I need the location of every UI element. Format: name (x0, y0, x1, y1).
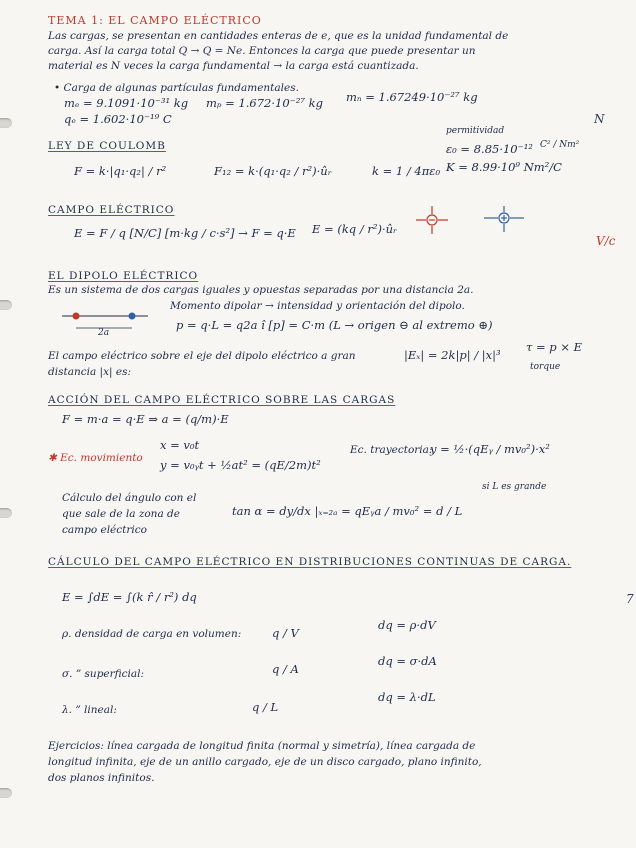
angle-line-2: que sale de la zona de (62, 508, 180, 520)
positive-pole (129, 313, 136, 320)
permittivity-label: permitividad (446, 126, 505, 136)
motion-label: ✱ Ec. movimiento (48, 452, 143, 464)
action-heading: ACCIÓN DEL CAMPO ELÉCTRICO SOBRE LAS CARGAS (48, 394, 396, 406)
angle-line-3: campo eléctrico (62, 524, 147, 536)
motion-y: y = v₀ᵧt + ½at² = (qE/2m)t² (160, 458, 321, 472)
dipole-distance-label: 2a (98, 328, 110, 338)
point-charge-field: E = (kq / r²)·ûᵣ (312, 222, 397, 236)
binder-hole (0, 508, 12, 518)
binder-hole (0, 300, 12, 310)
intro-line-1: Las cargas, se presentan en cantidades enteras de e, que es la unidad fundamental de (48, 30, 509, 42)
electron-charge: qₑ = 1.602·10⁻¹⁹ C (64, 112, 172, 126)
exercises-line-2: longitud infinita, eje de un anillo cargado, eje de un disco cargado, plano infinito, (48, 756, 482, 768)
binder-hole (0, 788, 12, 798)
dipole-axis-field: |Eₓ| = 2k|p| / |x|³ (404, 348, 501, 362)
torque-label: torque (530, 362, 561, 372)
linear-density: q / L (252, 700, 279, 714)
margin-mark-n: N (594, 112, 605, 126)
motion-x: x = v₀t (160, 438, 200, 452)
coulomb-heading: LEY DE COULOMB (48, 140, 166, 152)
margin-mark-vc: V/c (596, 234, 616, 248)
dipole-axis-line-2: distancia |x| es: (48, 366, 132, 378)
large-l-note: si L es grande (482, 482, 547, 492)
volume-dq: dq = ρ·dV (378, 618, 436, 632)
epsilon-zero: ε₀ = 8.85·10⁻¹² (446, 142, 533, 156)
dipole-torque: τ = p × E (526, 340, 583, 354)
proton-mass: mₚ = 1.672·10⁻²⁷ kg (206, 96, 323, 110)
neutron-mass: mₙ = 1.67249·10⁻²⁷ kg (346, 90, 478, 104)
intro-line-2: carga. Así la carga total Q → Q = Ne. Entonces la carga que puede presentar un (48, 45, 476, 57)
binder-hole (0, 118, 12, 128)
negative-charge-sketch (416, 206, 448, 234)
margin-mark-seven: 7 (626, 592, 634, 606)
surface-density: q / A (272, 662, 299, 676)
dipole-moment: p = q·L = q2a î [p] = C·m (L → origen ⊖ al extremo ⊕) (176, 318, 493, 332)
exercises-line-3: dos planos infinitos. (48, 772, 155, 784)
dipole-moment-label: Momento dipolar → intensidad y orientación del dipolo. (170, 300, 465, 312)
field-heading: CAMPO ELÉCTRICO (48, 204, 175, 216)
page-title: TEMA 1: EL CAMPO ELÉCTRICO (48, 14, 262, 27)
intro-line-3: material es N veces la carga fundamental → la carga está cuantizada. (48, 60, 419, 72)
distributions-heading: CÁLCULO DEL CAMPO ELÉCTRICO EN DISTRIBUCIONES CONTINUAS DE CARGA. (48, 556, 572, 568)
particles-heading: • Carga de algunas partículas fundamentales. (54, 82, 299, 94)
field-definition: E = F / q [N/C] [m·kg / c·s²] → F = q·E (74, 226, 296, 240)
exercises-line-1: Ejercicios: línea cargada de longitud finita (normal y simetría), línea cargada de (48, 740, 476, 752)
trajectory-formula: y = ½·(qEᵧ / mv₀²)·x² (430, 442, 550, 456)
volume-density: q / V (272, 626, 299, 640)
dipole-axis-line-1: El campo eléctrico sobre el eje del dipolo eléctrico a gran (48, 350, 356, 362)
surface-dq: dq = σ·dA (378, 654, 437, 668)
coulomb-vector-law: F₁₂ = k·(q₁·q₂ / r²)·ûᵣ (214, 164, 332, 178)
coulomb-law: F = k·|q₁·q₂| / r² (74, 164, 167, 178)
linear-dq: dq = λ·dL (378, 690, 436, 704)
force-acceleration: F = m·a = q·E ⇒ a = (q/m)·E (62, 412, 229, 426)
negative-pole (73, 313, 80, 320)
continuous-integral: E = ∫dE = ∫(k r̂ / r²) dq (62, 590, 197, 604)
k-definition: k = 1 / 4πε₀ (372, 164, 441, 178)
trajectory-label: Ec. trayectoria: (350, 444, 433, 456)
epsilon-units: C² / Nm² (540, 140, 580, 150)
electron-mass: mₑ = 9.1091·10⁻³¹ kg (64, 96, 189, 110)
positive-charge-sketch (484, 206, 524, 232)
field-lines-sketch (412, 206, 532, 240)
surface-density-label: σ. ” superficial: (62, 668, 145, 680)
dipole-heading: EL DIPOLO ELÉCTRICO (48, 270, 199, 282)
linear-density-label: λ. ” lineal: (62, 704, 117, 716)
k-value: K = 8.99·10⁹ Nm²/C (446, 160, 562, 174)
angle-formula: tan α = dy/dx |ₓ₌₂ₐ = qEᵧa / mv₀² = d / L (232, 504, 463, 518)
dipole-description: Es un sistema de dos cargas iguales y opuestas separadas por una distancia 2a. (48, 284, 474, 296)
volume-density-label: ρ. densidad de carga en volumen: (62, 628, 242, 640)
angle-line-1: Cálculo del ángulo con el (62, 492, 197, 504)
